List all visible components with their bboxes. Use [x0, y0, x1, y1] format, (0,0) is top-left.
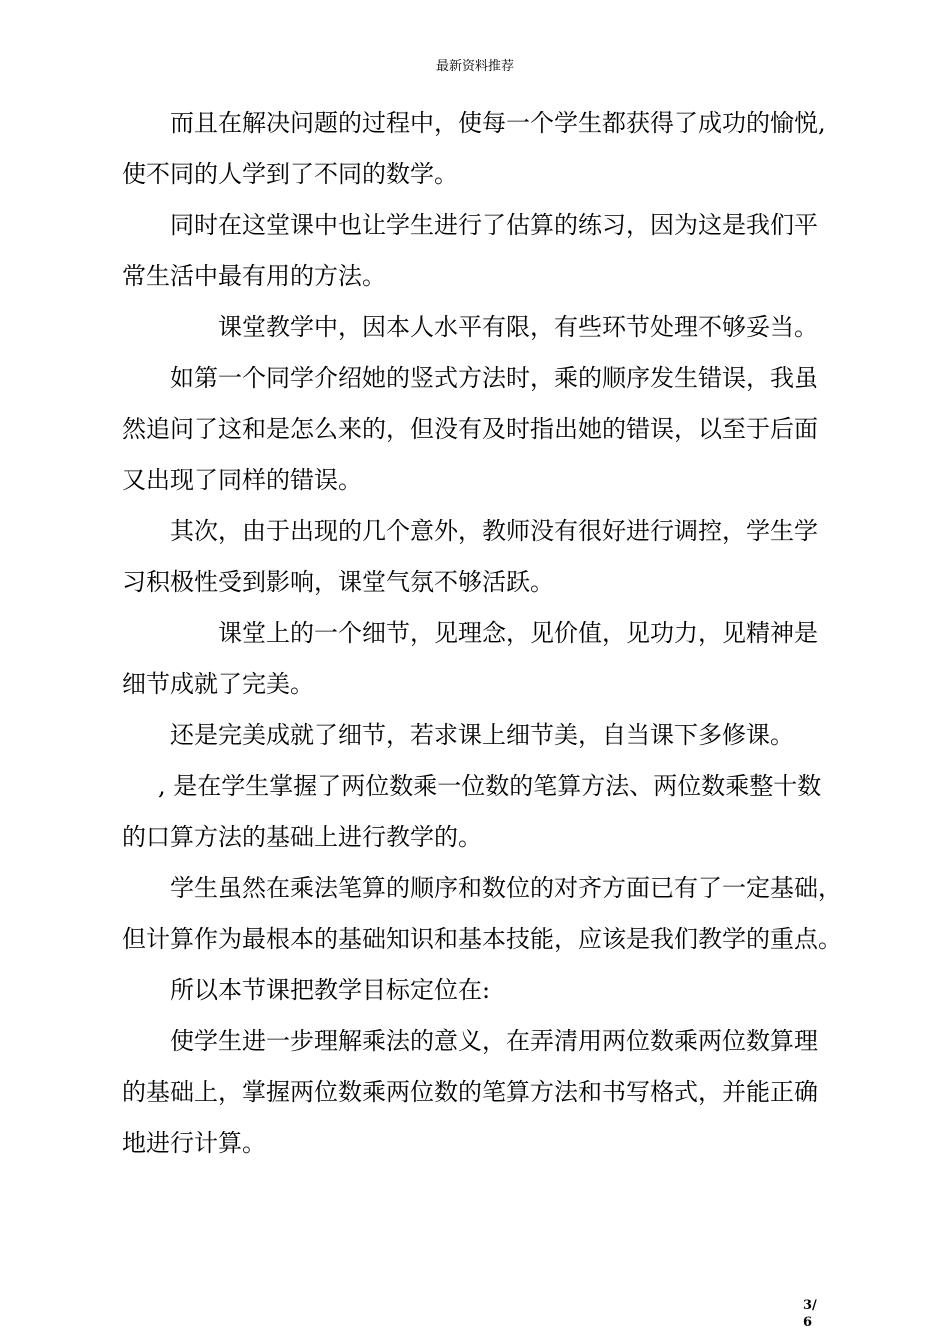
- text-line: 地进行计算。: [122, 1129, 266, 1157]
- paragraph-10: [122, 965, 834, 1016]
- paragraph-3: [122, 302, 834, 353]
- text-line: 但计算作为最根本的基础知识和基本技能，应该是我们教学的重点。: [122, 925, 842, 953]
- page-number: [803, 1297, 823, 1331]
- text-line: 同时在这堂课中也让学生进行了估算的练习，因为这是我们平: [170, 211, 818, 239]
- document-body: [122, 98, 842, 1169]
- text-line: 的基础上，掌握两位数乘两位数的笔算方法和书写格式，并能正确: [122, 1078, 818, 1106]
- text-line: 又出现了同样的错误。: [122, 466, 362, 494]
- page-header: 最新资料推荐: [435, 59, 514, 74]
- text-line: 课堂上的一个细节，见理念，见价值，见功力，见精神是: [218, 619, 818, 647]
- text-line: 使学生进一步理解乘法的意义，在弄清用两位数乘两位数算理: [170, 1027, 818, 1055]
- paragraph-9: [122, 863, 842, 965]
- paragraph-11: [122, 1016, 834, 1169]
- paragraph-8: [122, 761, 834, 863]
- page-number-total: 6: [803, 1315, 813, 1330]
- paragraph-1: [122, 98, 834, 200]
- text-line: 学生虽然在乘法笔算的顺序和数位的对齐方面已有了一定基础，: [170, 874, 842, 902]
- text-line: 的口算方法的基础上进行教学的。: [122, 823, 482, 851]
- paragraph-5: [122, 506, 834, 608]
- text-line: 还是完美成就了细节，若求课上细节美，自当课下多修课。: [170, 721, 794, 749]
- text-line: 习积极性受到影响，课堂气氛不够活跃。: [122, 568, 554, 596]
- paragraph-7: [122, 710, 834, 761]
- page-number-current: 3/: [803, 1298, 817, 1313]
- paragraph-2: [122, 200, 834, 302]
- text-line: 而且在解决问题的过程中，使每一个学生都获得了成功的愉悦,: [170, 109, 826, 137]
- text-line: 使不同的人学到了不同的数学。: [122, 160, 458, 188]
- text-line: 细节成就了完美。: [122, 670, 314, 698]
- text-line: 然追问了这和是怎么来的，但没有及时指出她的错误，以至于后面: [122, 415, 818, 443]
- paragraph-6: [122, 608, 834, 710]
- text-line: 课堂教学中，因本人水平有限，有些环节处理不够妥当。: [218, 313, 818, 341]
- text-line: 所以本节课把教学目标定位在:: [170, 976, 491, 1004]
- text-line: , 是在学生掌握了两位数乘一位数的笔算方法、两位数乘整十数: [158, 772, 822, 800]
- paragraph-4: [122, 353, 834, 506]
- text-line: 常生活中最有用的方法。: [122, 262, 386, 290]
- text-line: 其次，由于出现的几个意外，教师没有很好进行调控，学生学: [170, 517, 818, 545]
- text-line: 如第一个同学介绍她的竖式方法时，乘的顺序发生错误，我虽: [170, 364, 818, 392]
